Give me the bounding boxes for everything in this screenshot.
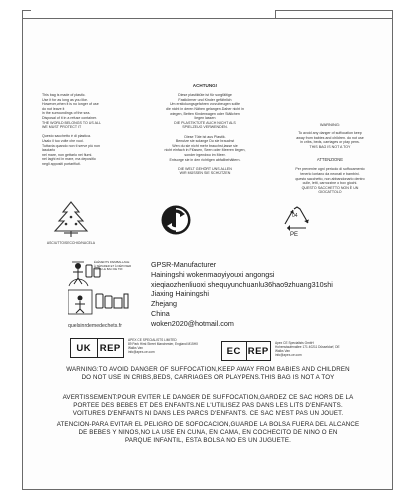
warning-english-column: This bag is made of plastic. Use it for as long as you like. However,when it is no longer of use do not leave it in the surroundings of the sea. Disposal of it in a refuse container. THE WORLD BELONGS TO US ALL WE MUST PROTECT IT Questo sacchetto è di plastica. Usalo il tuo volte che vuoi. Tuttavia quando non ti serve più non lasciarlo nel mare, non gettarlo nei fiumi. nel laghi ed in mare, ma depositlo negli appositi portarifiuti.: [42, 93, 101, 166]
pe-recycle-number: 04: [292, 213, 298, 219]
gpsr-email: woken2020@hotmail.com: [151, 318, 234, 328]
triman-text: ÉLÉMENTS D'EMBALLAGE À SÉPARER ET À DÉPOSER DANS LE BAC DE TRI: [94, 260, 132, 271]
gpsr-line-4: Zhejang: [151, 299, 177, 309]
ec-rep-left: EC: [226, 345, 241, 357]
ec-rep-badge: [221, 341, 271, 361]
uk-rep-badge: [70, 338, 124, 358]
warning-german-title: ACHTUNG!: [192, 82, 218, 88]
uk-rep-left: UK: [76, 342, 92, 354]
tree-recycle-caption: ASCIUTTO/SECCHIO/NUCELA: [46, 241, 96, 245]
tree-recycle-icon: [50, 200, 92, 240]
green-dot-icon: [160, 204, 192, 236]
warning-italian-pre-text: To avoid any danger of suffocation keep away from babies and children. do not use in cribs, beds, carriages or play pens. THIS BAG IS NOT A TOY: [296, 131, 364, 149]
warning-german-text: Diese plastiktüte ist für sorgfältige Fastkörmer und Kinder gefährlich Um erstickungsgefahren vorzubeugen sollte die nicht in deren Nähen gelangen.Daher nicht in wiegen, Betten Kinderwagen oder Ställchen liegen lassen DIE PLASTIKTÜTE AUCH NICHT ALS SPIELZEUG VERWENDEN. Diese Tüte ist aus Plastik. Benutze sie solange Du sie brauchst Wen du sie nicht mehr brauchst,lasse sie nicht einfach in Flüssen, Seen oder Meeren liegen, sonder irgendwo im Meer. Entsorge sie in den richtigen abfallbehältern. DIE WELT GEHÖRT UNS ALLEN WIR MÜSSEN SIE SCHÜTZEN: [164, 93, 246, 176]
uk-rep-info: APEX CE SPECIALISTS LIMITED 89 Park Hirst Street Manchester, England M15HX Walks Van info@apex-ce.com: [128, 338, 199, 354]
warning-german-column: [150, 78, 260, 180]
gpsr-line-3: Jiaxing Hainingshi: [151, 289, 209, 299]
triman-block: [68, 260, 144, 329]
gpsr-line-2: xieqiaozhenliuoxi shequyunchuanlu36hao9zhuang310shi: [151, 279, 333, 289]
pe-recycle-label: PE: [290, 232, 299, 238]
main-warning-french: AVERTISSEMENT:POUR EVITER LE DANGER DE SUFFOCATION,GARDEZ CE SAC HORS DE LA PORTEE DES BEBES ET DES ENFANTS.NE L'UTILISEZ PAS DANS LES LITS D'ENFANTS. VOITURES D'ENFANTS NI DANS LES PARCS D'ENFANTS. CE SAC N'EST PAS UN JOUET.: [62, 394, 354, 417]
triman-website: quelsinrdemedechets.fr: [68, 323, 122, 329]
gpsr-heading: GPSR-Manufacturer: [151, 260, 217, 269]
gpsr-line-1: Hainingshi wokenmaoyiyouxi angongsi: [151, 269, 275, 279]
ec-rep-right: REP: [246, 342, 271, 360]
uk-rep-right: REP: [97, 339, 124, 357]
main-warning-english: WARNING:TO AVOID DANGER OF SUFFOCATION,KEEP AWAY FROM BABIES AND CHILDREN DO NOT USE IN CRIBS,BEDS, CARRIAGES OR PLAYPENS.THIS BAG IS NOT A TOY: [66, 366, 350, 381]
ec-rep-info: Apex CE Specialists GmbH Hohenstaufenallee 171 40211 Düsseldorf, DE Walks Van info@apex-ce.com: [275, 341, 340, 357]
warning-italian-text: Per prevenire ogni pericolo di soffocamento tenerlo lontano da neonati e bambini. questo sacchetto, non abbandonarlo dentro culle, letti, carrozzine o box giochi. QUESTO SACCHETTO NON È UN GIOCATTOLO: [295, 167, 365, 195]
warning-italian-column: [290, 117, 370, 200]
warning-italian-title: ATTENZIONE: [316, 157, 344, 163]
gpsr-manufacturer-block: [151, 260, 333, 329]
warning-italian-pre-title: WARNING:: [319, 121, 341, 127]
gpsr-line-5: China: [151, 308, 170, 318]
main-warning-spanish: ATENCION-PARA EVITAR EL PELIGRO DE SOFOCACION,GUARDE LA BOLSA FUERA DEL ALCANCE DE BEBES Y NINOS,NO LA USE EN CUNA, EN CAMA, EN COCHECITO DE NINO O EN PARQUE INFANTIL, ESTA BOLSA NO ES UN JUGUETE.: [56, 421, 360, 444]
